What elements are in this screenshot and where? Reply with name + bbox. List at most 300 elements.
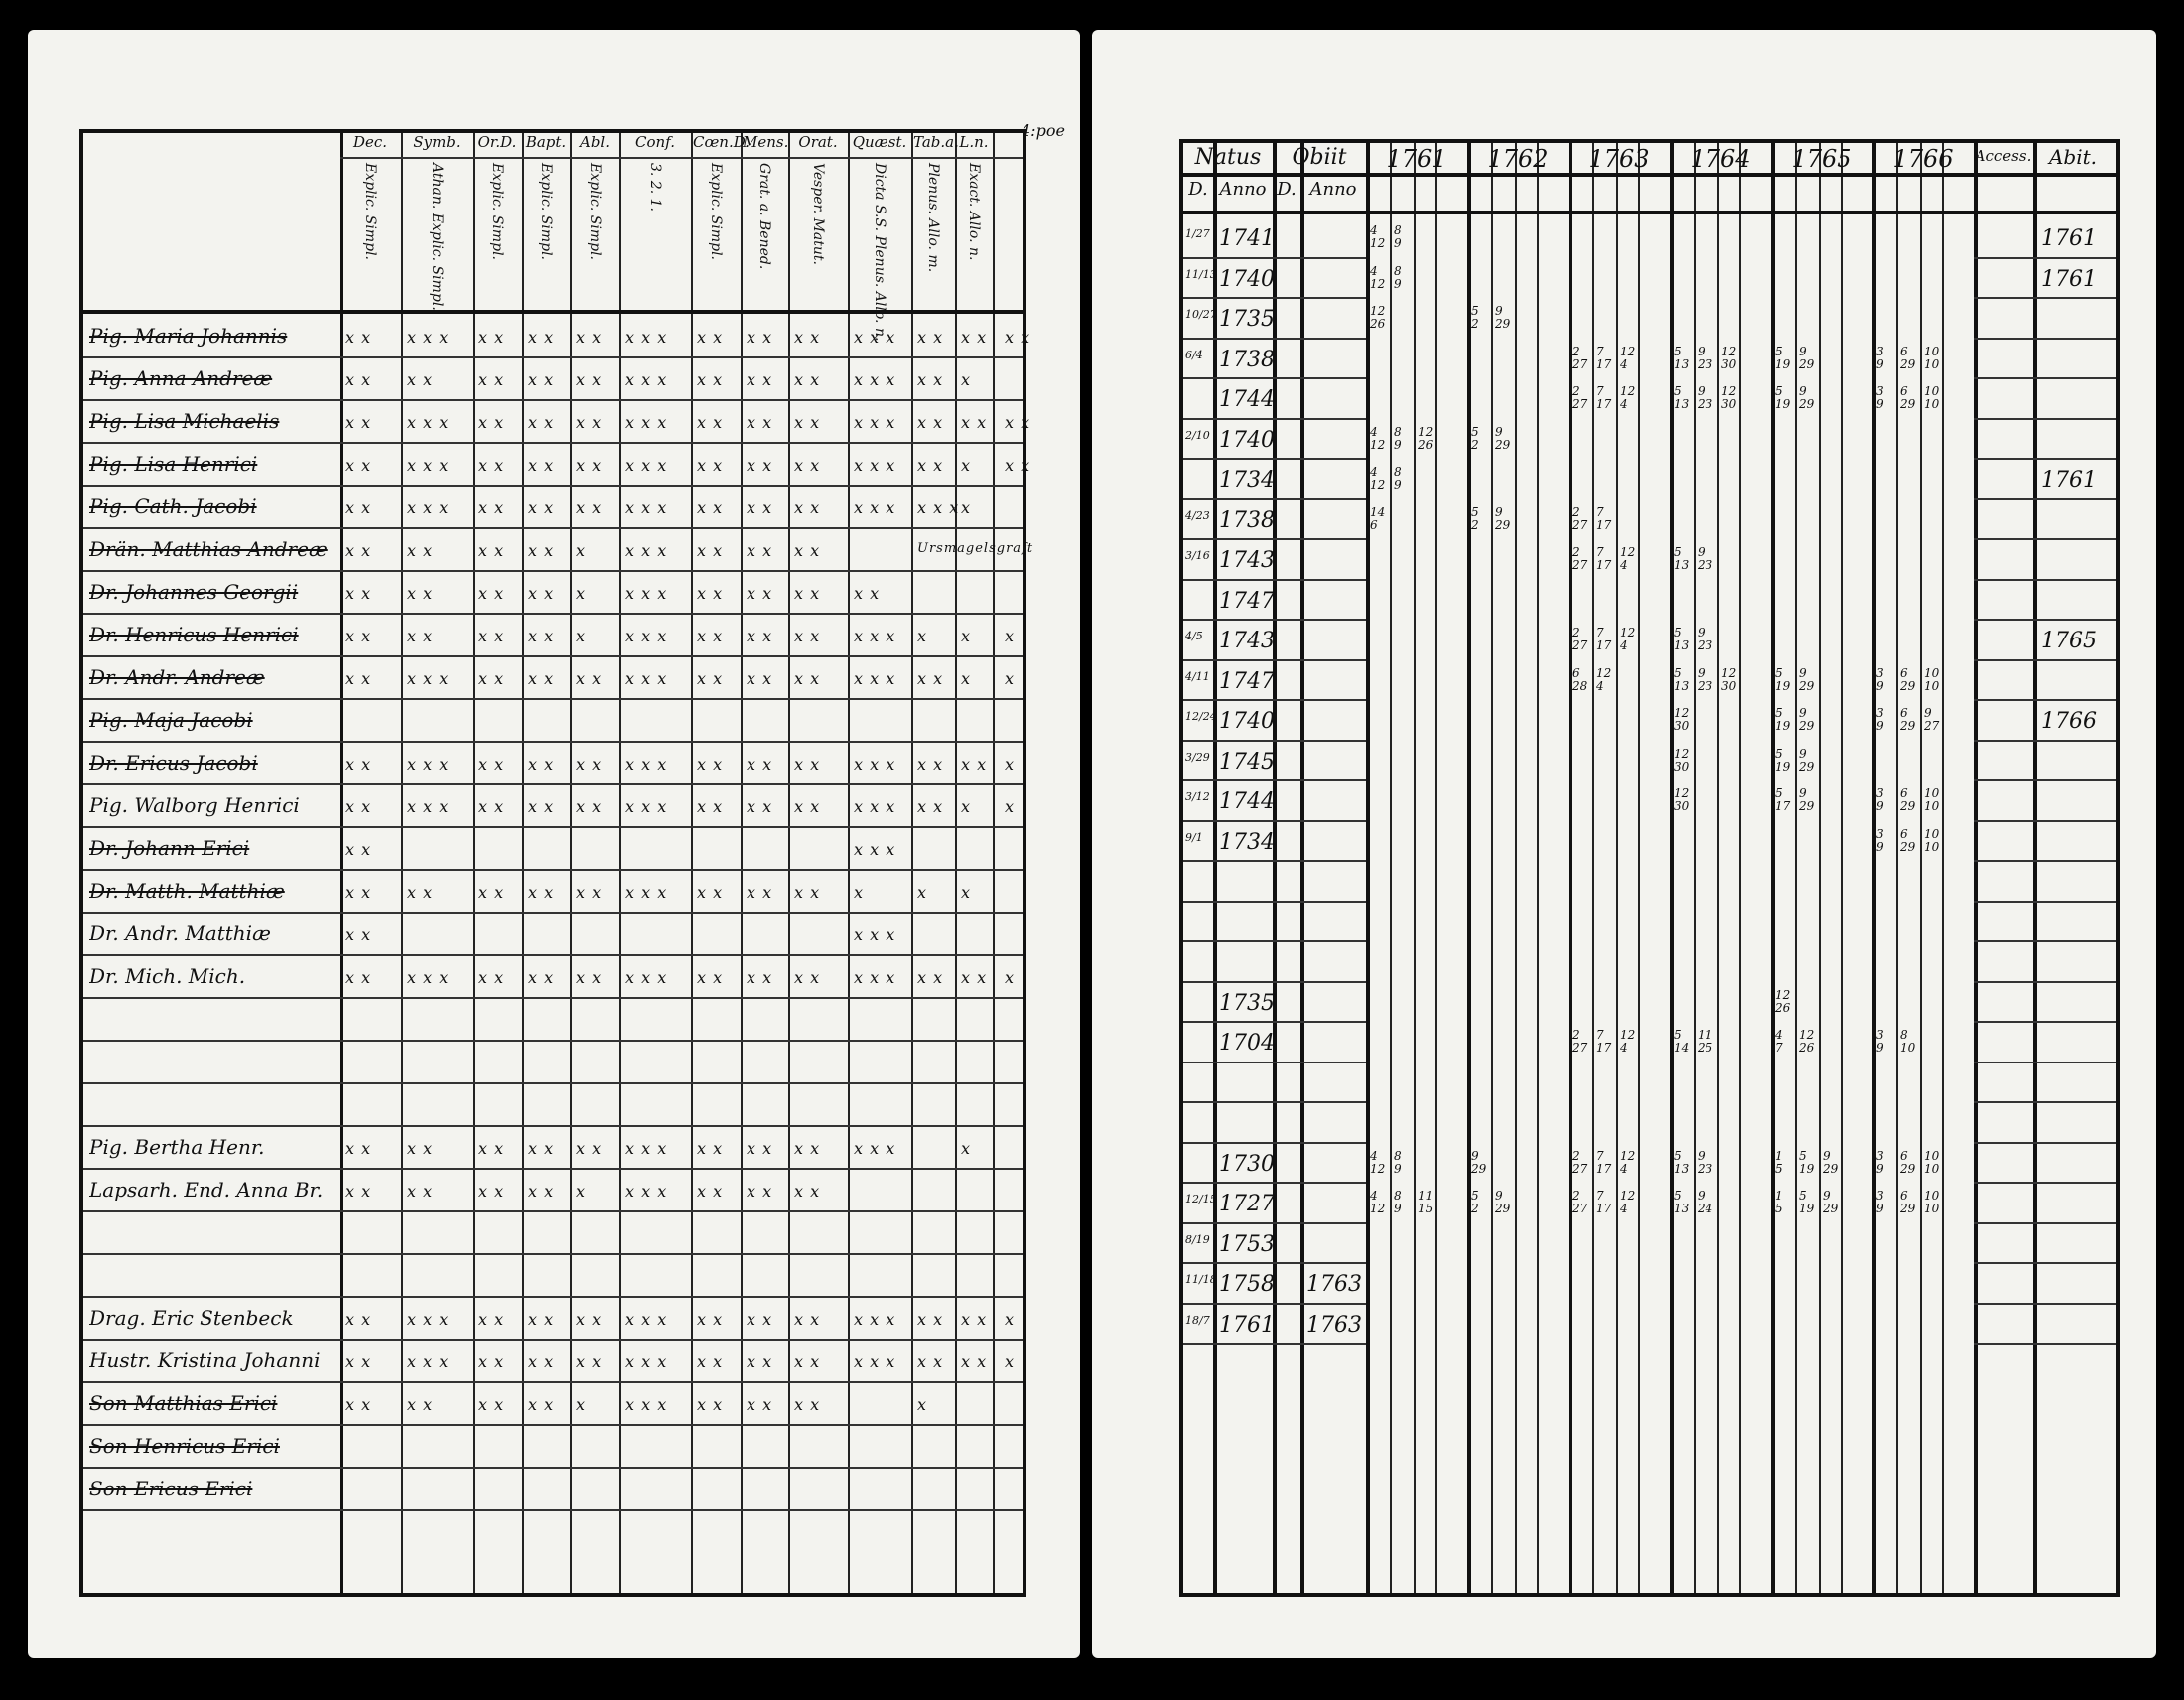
grade-mark: Ursmagelsgraft	[917, 541, 1034, 556]
grade-mark: x x	[345, 370, 372, 389]
person-name: Drag. Eric Stenbeck	[89, 1306, 294, 1330]
grade-mark: x	[961, 498, 972, 517]
grade-mark: x x	[528, 1182, 555, 1201]
exam-date: 12 4	[1620, 344, 1636, 371]
grade-mark: x x	[917, 1310, 944, 1329]
row-divider	[1974, 1101, 2116, 1103]
row-divider	[83, 741, 1023, 743]
month-divider	[1896, 143, 1898, 1593]
exam-date: 3 9	[1876, 665, 1884, 693]
row-divider	[1974, 418, 2116, 420]
grade-mark: x x	[697, 1352, 724, 1371]
grade-mark: x x	[697, 328, 724, 347]
grade-mark: x x	[478, 413, 505, 432]
grade-mark: x x x	[625, 456, 668, 475]
exam-date: 12 4	[1620, 1148, 1636, 1176]
grade-mark: x x x	[854, 669, 896, 688]
column-divider	[911, 133, 913, 1593]
grade-mark: x x	[478, 498, 505, 517]
row-divider	[1183, 257, 1366, 259]
grade-mark: x x x	[854, 1352, 896, 1371]
grade-mark: x x	[478, 328, 505, 347]
grade-mark: x x	[794, 627, 821, 645]
exam-date: 7 17	[1596, 545, 1612, 572]
birth-day: 18/7	[1185, 1313, 1210, 1327]
grade-mark: x x	[528, 498, 555, 517]
grade-mark: x x	[478, 1139, 505, 1158]
row-divider	[1974, 940, 2116, 942]
birth-year: 1734	[1219, 468, 1275, 493]
exam-date: 3 9	[1876, 786, 1884, 813]
exam-date: 5 14	[1674, 1028, 1690, 1055]
grade-mark: x x	[697, 883, 724, 902]
month-divider	[1491, 143, 1493, 1593]
row-divider	[83, 1125, 1023, 1127]
departure-year: 1761	[2041, 468, 2097, 493]
person-name: Pig. Anna Andreæ	[89, 366, 273, 390]
grade-mark: x x	[576, 883, 603, 902]
person-name: Dr. Andr. Matthiæ	[89, 921, 271, 945]
birth-year: 1743	[1219, 548, 1275, 573]
exam-date: 6 29	[1900, 1148, 1916, 1176]
row-divider	[1183, 1303, 1366, 1305]
grade-mark: x	[961, 797, 972, 816]
person-name: Pig. Maja Jacobi	[89, 708, 253, 732]
column-subheader: Athan. Explic. Simpl.	[429, 163, 445, 311]
exam-date: 5 13	[1674, 545, 1690, 572]
exam-date: 4 12	[1370, 424, 1386, 452]
exam-date: 5 13	[1674, 1148, 1690, 1176]
row-divider	[1183, 740, 1366, 742]
row-divider	[83, 1296, 1023, 1298]
grade-mark: x x	[697, 1310, 724, 1329]
grade-mark: x	[576, 1182, 587, 1201]
grade-mark: x x	[794, 541, 821, 560]
month-divider	[1717, 143, 1719, 1593]
grade-mark: x x	[576, 755, 603, 774]
grade-mark: x x	[794, 1352, 821, 1371]
grade-mark: x x	[528, 1139, 555, 1158]
birth-year: 1730	[1219, 1151, 1275, 1177]
grade-mark: x x	[917, 669, 944, 688]
grade-mark: x x	[747, 370, 773, 389]
column-header: Symb.	[413, 133, 461, 151]
grade-mark: x x	[794, 1182, 821, 1201]
grade-mark: x x	[747, 1395, 773, 1414]
row-divider	[1974, 377, 2116, 379]
grade-mark: x x	[528, 968, 555, 987]
exam-date: 5 13	[1674, 344, 1690, 371]
grade-mark: x x	[576, 498, 603, 517]
accessit-header: Access.	[1975, 147, 2032, 165]
grade-mark: x x	[345, 627, 372, 645]
grade-mark: x x	[697, 1139, 724, 1158]
grade-mark: x x	[478, 883, 505, 902]
month-divider	[1920, 143, 1922, 1593]
row-divider	[1183, 901, 1366, 903]
left-register-page	[28, 30, 1080, 1658]
grade-mark: x x	[794, 1310, 821, 1329]
departure-year: 1761	[2041, 226, 2097, 251]
column-subheader: Explic. Simpl.	[362, 163, 378, 261]
grade-mark: x x	[528, 370, 555, 389]
exam-date: 9 23	[1698, 545, 1713, 572]
grade-mark: x x	[961, 1310, 988, 1329]
grade-mark: x x	[747, 797, 773, 816]
grade-mark: x x	[697, 1182, 724, 1201]
grade-mark: x x	[576, 1310, 603, 1329]
grade-mark: x x x	[917, 498, 960, 517]
exam-date: 4 12	[1370, 263, 1386, 291]
grade-mark: x x	[794, 1139, 821, 1158]
grade-mark: x	[917, 627, 928, 645]
exam-date: 10 10	[1924, 665, 1940, 693]
year-header: 1766	[1892, 145, 1954, 173]
grade-mark: x x	[794, 328, 821, 347]
grade-mark: x x	[697, 498, 724, 517]
exam-date: 4 12	[1370, 1189, 1386, 1215]
row-divider	[1974, 659, 2116, 661]
grade-mark: x x	[528, 413, 555, 432]
row-divider	[1183, 1021, 1366, 1023]
row-divider	[83, 1467, 1023, 1469]
grade-mark: x x	[528, 627, 555, 645]
grade-mark: x	[961, 627, 972, 645]
exam-date: 12 26	[1370, 304, 1386, 331]
birth-year: 1738	[1219, 347, 1275, 372]
row-divider	[83, 1210, 1023, 1212]
grade-mark: x x	[747, 584, 773, 603]
column-subheader: Explic. Simpl.	[489, 163, 505, 261]
grade-mark: x x	[345, 1352, 372, 1371]
birth-year: 1740	[1219, 709, 1275, 734]
row-divider	[1974, 699, 2116, 701]
grade-mark: x x	[407, 370, 434, 389]
grade-mark: x x	[528, 797, 555, 816]
grade-mark: x x	[917, 755, 944, 774]
row-divider	[83, 997, 1023, 999]
grade-mark: x x	[961, 968, 988, 987]
exam-date: 7 17	[1596, 1189, 1612, 1215]
grade-mark: x x	[697, 968, 724, 987]
month-divider	[1795, 143, 1797, 1593]
grade-mark: x x	[345, 1139, 372, 1158]
grade-mark: x x x	[625, 541, 668, 560]
birth-year: 1738	[1219, 507, 1275, 533]
grade-mark: x	[961, 883, 972, 902]
month-divider	[1739, 143, 1741, 1593]
grade-mark: x x x	[854, 755, 896, 774]
row-divider	[1183, 940, 1366, 942]
exam-date: 7 17	[1596, 384, 1612, 411]
grade-mark: x x	[528, 1395, 555, 1414]
row-divider	[1183, 1062, 1366, 1063]
column-divider	[401, 133, 403, 1593]
grade-mark: x x	[917, 328, 944, 347]
grade-mark: x x	[697, 1395, 724, 1414]
grade-mark: x x	[345, 1310, 372, 1329]
exam-date: 12 26	[1418, 424, 1433, 452]
grade-mark: x x x	[854, 370, 896, 389]
row-divider	[83, 1082, 1023, 1084]
d-header: D.	[1188, 179, 1208, 200]
column-subheader: Vesper. Matut.	[810, 163, 826, 265]
person-name: Dr. Andr. Andreæ	[89, 665, 265, 689]
abiit-header: Abit.	[2048, 145, 2098, 169]
grade-mark: x x	[478, 797, 505, 816]
row-divider	[83, 613, 1023, 615]
person-name: Son Ericus Erici	[89, 1477, 253, 1500]
exam-date: 5 17	[1775, 786, 1791, 813]
grade-mark: x x	[697, 413, 724, 432]
birth-day: 10/27	[1185, 308, 1217, 321]
exam-date: 2 27	[1572, 504, 1588, 532]
grade-mark: x x x	[407, 328, 450, 347]
grade-mark: x x	[747, 498, 773, 517]
grade-mark: x x	[697, 584, 724, 603]
exam-date: 5 2	[1471, 1189, 1479, 1215]
grade-mark: x x	[478, 669, 505, 688]
exam-date: 9 23	[1698, 344, 1713, 371]
grade-mark: x x	[528, 541, 555, 560]
column-subheader: Plenus. Allo. m.	[925, 163, 941, 273]
exam-date: 2 27	[1572, 545, 1588, 572]
row-divider	[1183, 619, 1366, 621]
grade-mark: x x	[528, 1352, 555, 1371]
exam-date: 10 10	[1924, 1189, 1940, 1215]
grade-mark: x x x	[625, 1352, 668, 1371]
row-divider	[83, 698, 1023, 700]
row-divider	[83, 485, 1023, 487]
grade-mark: x x	[345, 1395, 372, 1414]
birth-day: 12/15	[1185, 1193, 1217, 1205]
exam-date: 3 9	[1876, 826, 1884, 854]
person-name: Dr. Matth. Matthiæ	[89, 879, 285, 903]
grade-mark: x x x	[854, 627, 896, 645]
person-name: Dr. Johannes Georgii	[89, 580, 299, 604]
grade-mark: x	[961, 370, 972, 389]
birth-year: 1740	[1219, 427, 1275, 453]
exam-date: 3 9	[1876, 1189, 1884, 1215]
natus-header: Natus	[1194, 145, 1262, 170]
person-name: Pig. Maria Johannis	[89, 324, 288, 348]
exam-date: 5 19	[1775, 746, 1791, 774]
grade-mark: x x	[345, 328, 372, 347]
margin-mark: x	[1005, 1310, 1016, 1329]
grade-mark: x	[917, 883, 928, 902]
grade-mark: x x	[961, 413, 988, 432]
right-register-page	[1092, 30, 2156, 1658]
grade-mark: x x x	[854, 797, 896, 816]
exam-date: 4 12	[1370, 223, 1386, 250]
obiit-header: Obiit	[1292, 145, 1347, 170]
margin-mark: x	[1005, 968, 1016, 987]
header-divider	[1183, 173, 2116, 177]
exam-date: 9 23	[1698, 626, 1713, 652]
grade-mark: x x x	[625, 755, 668, 774]
grade-mark: x x	[478, 1310, 505, 1329]
row-divider	[1183, 498, 1366, 500]
exam-date: 4 12	[1370, 1148, 1386, 1176]
departure-year: 1766	[2041, 709, 2097, 734]
exam-date: 12 26	[1799, 1028, 1815, 1055]
exam-date: 3 9	[1876, 1148, 1884, 1176]
column-header: Quæst.	[852, 133, 907, 151]
column-header: Dec.	[352, 133, 388, 151]
birth-year: 1741	[1219, 226, 1275, 251]
exam-date: 9 23	[1698, 665, 1713, 693]
grade-mark: x x	[478, 584, 505, 603]
column-header: Bapt.	[525, 133, 567, 151]
row-divider	[1974, 1142, 2116, 1144]
exam-date: 4 7	[1775, 1028, 1783, 1055]
column-divider	[1974, 143, 1978, 1593]
birth-day: 3/29	[1185, 750, 1210, 764]
row-divider	[83, 442, 1023, 444]
exam-date: 5 19	[1775, 384, 1791, 411]
row-divider	[83, 1509, 1023, 1511]
column-divider	[848, 133, 850, 1593]
row-divider	[1974, 1303, 2116, 1305]
person-name: Pig. Lisa Henrici	[89, 452, 258, 476]
column-divider	[2033, 143, 2037, 1593]
row-divider	[1974, 297, 2116, 299]
row-divider	[1183, 1182, 1366, 1184]
exam-date: 9 29	[1495, 304, 1511, 331]
grade-mark: x x x	[625, 370, 668, 389]
grade-mark: x x	[747, 883, 773, 902]
birth-day: 11/13	[1185, 267, 1217, 281]
row-divider	[83, 1253, 1023, 1255]
grade-mark: x x x	[625, 883, 668, 902]
grade-mark: x x	[576, 797, 603, 816]
exam-date: 5 19	[1775, 665, 1791, 693]
corner-note: 4:poe	[1021, 121, 1065, 140]
column-header: Tab.a.	[913, 133, 959, 151]
grade-mark: x	[576, 627, 587, 645]
grade-mark: x x x	[625, 328, 668, 347]
row-divider	[1974, 1182, 2116, 1184]
grade-mark: x x	[747, 456, 773, 475]
row-divider	[1974, 498, 2116, 500]
exam-date: 5 19	[1775, 344, 1791, 371]
column-divider	[473, 133, 475, 1593]
exam-date: 7 17	[1596, 626, 1612, 652]
grade-mark: x	[961, 456, 972, 475]
row-divider	[1183, 297, 1366, 299]
row-divider	[83, 783, 1023, 785]
exam-date: 12 30	[1674, 746, 1690, 774]
exam-date: 12 4	[1620, 1189, 1636, 1215]
exam-date: 2 27	[1572, 626, 1588, 652]
column-subheader: Explic. Simpl.	[587, 163, 603, 261]
row-divider	[1974, 579, 2116, 581]
grade-mark: x x x	[625, 1182, 668, 1201]
row-divider	[1183, 1101, 1366, 1103]
departure-year: 1761	[2041, 266, 2097, 292]
grade-mark: x x	[794, 413, 821, 432]
person-name: Dr. Johann Erici	[89, 836, 250, 860]
row-divider	[83, 527, 1023, 529]
grade-mark: x x	[961, 755, 988, 774]
row-divider	[1974, 538, 2116, 540]
row-divider	[1974, 981, 2116, 983]
grade-mark: x x	[528, 883, 555, 902]
month-divider	[1515, 143, 1517, 1593]
column-divider	[741, 133, 743, 1593]
grade-mark: x x	[697, 541, 724, 560]
grade-mark: x x	[747, 669, 773, 688]
column-header: Or.D.	[478, 133, 517, 151]
row-divider	[1974, 1222, 2116, 1224]
grade-mark: x x	[345, 1182, 372, 1201]
exam-date: 12 30	[1721, 384, 1737, 411]
exam-date: 12 30	[1674, 786, 1690, 813]
row-divider	[1183, 981, 1366, 983]
grade-mark: x x	[697, 456, 724, 475]
month-divider	[1638, 143, 1640, 1593]
grade-mark: x x x	[854, 1139, 896, 1158]
margin-mark: x x	[1005, 456, 1031, 475]
grade-mark: x x	[576, 669, 603, 688]
grade-mark: x x x	[625, 669, 668, 688]
column-subheader: Dicta S.S. Plenus. Allo. n.	[872, 163, 887, 342]
row-divider	[1974, 257, 2116, 259]
grade-mark: x x	[528, 584, 555, 603]
column-divider	[788, 133, 790, 1593]
exam-date: 10 10	[1924, 344, 1940, 371]
grade-mark: x	[917, 1395, 928, 1414]
row-divider	[1183, 338, 1366, 340]
exam-date: 9 29	[1823, 1148, 1839, 1176]
birth-year: 1761	[1219, 1312, 1275, 1338]
grade-mark: x x x	[625, 1395, 668, 1414]
exam-date: 12 30	[1721, 344, 1737, 371]
exam-date: 2 27	[1572, 384, 1588, 411]
birth-year: 1747	[1219, 588, 1275, 614]
birth-day: 11/18	[1185, 1273, 1217, 1286]
exam-date: 6 29	[1900, 384, 1916, 411]
row-divider	[1183, 579, 1366, 581]
grade-mark: x x x	[407, 797, 450, 816]
grade-mark: x x	[478, 456, 505, 475]
grade-mark: x x	[794, 584, 821, 603]
grade-mark: x x	[576, 413, 603, 432]
exam-date: 14 6	[1370, 504, 1386, 532]
exam-date: 2 27	[1572, 1189, 1588, 1215]
exam-date: 8 9	[1394, 223, 1402, 250]
month-divider	[1616, 143, 1618, 1593]
grade-mark: x x	[407, 1395, 434, 1414]
row-divider	[1974, 338, 2116, 340]
grade-mark: x x	[747, 968, 773, 987]
column-subheader: Grat. a. Bened.	[756, 163, 772, 270]
grade-mark: x	[854, 883, 865, 902]
birth-day: 12/24	[1185, 710, 1217, 723]
exam-date: 9 29	[1799, 786, 1815, 813]
row-divider	[1974, 740, 2116, 742]
column-divider	[1300, 143, 1304, 1593]
exam-date: 9 29	[1471, 1148, 1487, 1176]
month-divider	[1942, 143, 1944, 1593]
month-divider	[1592, 143, 1594, 1593]
exam-date: 9 29	[1799, 344, 1815, 371]
column-divider	[1213, 143, 1217, 1593]
birth-year: 1743	[1219, 629, 1275, 653]
exam-date: 12 30	[1721, 665, 1737, 693]
exam-date: 6 29	[1900, 344, 1916, 371]
row-divider	[1974, 1062, 2116, 1063]
